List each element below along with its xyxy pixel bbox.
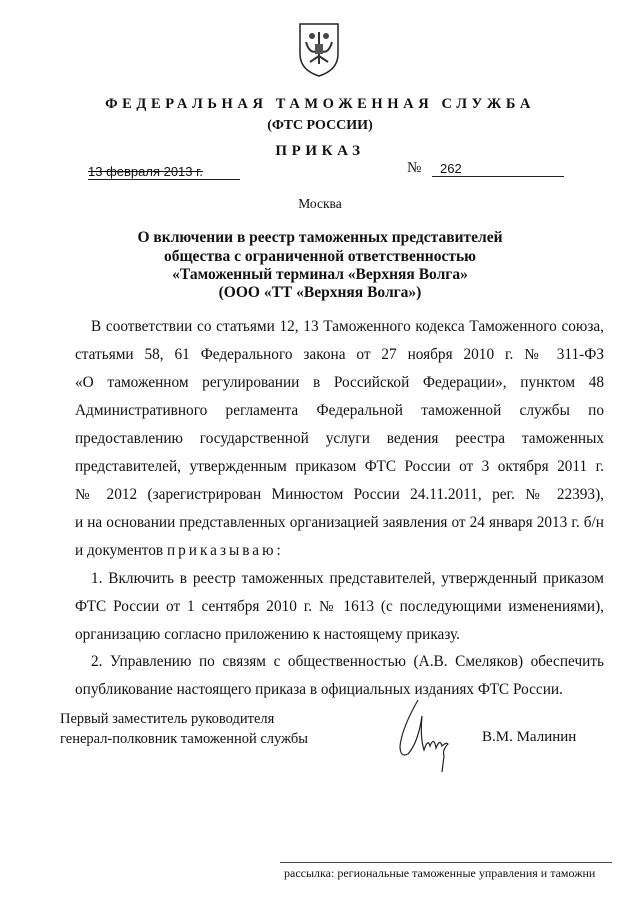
title-line: «Таможенный терминал «Верхняя Волга» (172, 266, 468, 283)
signer-rank: генерал-полковник таможенной службы (60, 731, 309, 747)
body-line: «О таможенном регулировании в Российской Федерации», пунктом 48 (75, 374, 604, 391)
footer-divider (280, 862, 612, 863)
document-type: ПРИКАЗ (275, 143, 365, 159)
body-text: и документов (75, 542, 164, 559)
handwritten-signature (392, 698, 462, 778)
signer-position: Первый заместитель руководителя (60, 711, 275, 727)
item-line: 2. Управлению по связям с общественностью (А.В. Смеляков) обеспечить (91, 653, 604, 670)
body-line: Административного регламента Федеральной таможенной службы по (75, 402, 604, 419)
item-line: организацию согласно приложению к настоящему приказу. (75, 626, 460, 643)
coat-of-arms-emblem (296, 20, 342, 78)
order-date: 13 февраля 2013 г. (88, 164, 240, 180)
distribution-note: рассылка: региональные таможенные управления и таможни (284, 866, 596, 880)
body-line: В соответствии со статьями 12, 13 Таможенного кодекса Таможенного союза, (91, 318, 604, 335)
body-line (75, 542, 604, 560)
body-line: представителей, утвержденным приказом ФТС России от 3 октября 2011 г. (75, 458, 604, 475)
agency-short-name: (ФТС РОССИИ) (267, 118, 373, 133)
body-line: № 2012 (зарегистрирован Минюстом России 24.11.2011, рег. № 22393), (75, 486, 604, 503)
agency-name: ФЕДЕРАЛЬНАЯ ТАМОЖЕННАЯ СЛУЖБА (105, 96, 535, 112)
item-line: опубликование настоящего приказа в официальных изданиях ФТС России. (75, 681, 563, 698)
title-line: О включении в реестр таможенных представителей (137, 229, 503, 246)
order-word: приказываю: (166, 542, 284, 559)
body-line: и на основании представленных организацией заявления от 24 января 2013 г. б/н (75, 514, 604, 531)
signer-name: В.М. Малинин (482, 729, 577, 745)
title-line: (ООО «ТТ «Верхняя Волга») (218, 284, 422, 301)
order-number: 262 (432, 161, 564, 177)
number-label: № (407, 160, 422, 176)
title-line: общества с ограниченной ответственностью (163, 248, 477, 265)
body-line: предоставлению государственной услуги ведения реестра таможенных (75, 430, 604, 447)
city: Москва (298, 196, 342, 211)
body-line: статьями 58, 61 Федерального закона от 27 ноября 2010 г. № 311-ФЗ (75, 346, 604, 363)
item-line: 1. Включить в реестр таможенных представителей, утвержденный приказом (91, 570, 604, 587)
item-line: ФТС России от 1 сентября 2010 г. № 1613 (с последующими изменениями), (75, 598, 604, 615)
